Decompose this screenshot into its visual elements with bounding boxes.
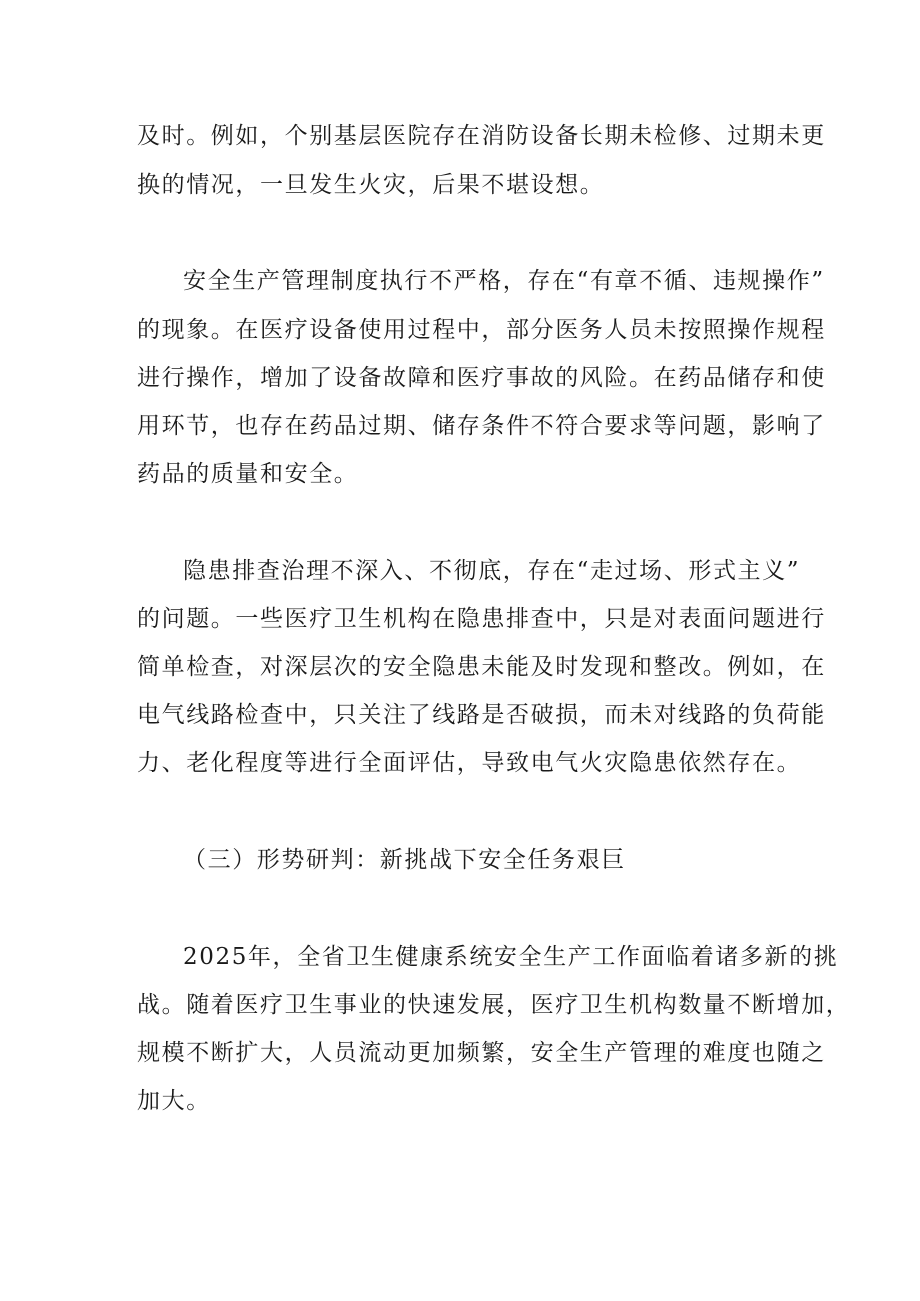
paragraph-3-line-5: 力、老化程度等进行全面评估，导致电气火灾隐患依然存在。 — [137, 750, 802, 776]
paragraph-3-line-3: 简单检查，对深层次的安全隐患未能及时发现和整改。例如，在 — [137, 654, 826, 680]
paragraph-4-line-4: 加大。 — [137, 1088, 211, 1114]
paragraph-2-line-2: 的现象。在医疗设备使用过程中，部分医务人员未按照操作规程 — [137, 317, 826, 343]
paragraph-3-line-2: 的问题。一些医疗卫生机构在隐患排查中，只是对表面问题进行 — [137, 606, 826, 632]
paragraph-2-line-3: 进行操作，增加了设备故障和医疗事故的风险。在药品储存和使 — [137, 365, 826, 391]
paragraph-3-line-4: 电气线路检查中，只关注了线路是否破损，而未对线路的负荷能 — [137, 702, 826, 728]
paragraph-2-line-5: 药品的质量和安全。 — [137, 461, 359, 487]
section-heading: （三）形势研判：新挑战下安全任务艰巨 — [183, 847, 626, 873]
paragraph-4-line-2: 战。随着医疗卫生事业的快速发展，医疗卫生机构数量不断增加， — [137, 992, 851, 1018]
paragraph-1-line-1: 及时。例如，个别基层医院存在消防设备长期未检修、过期未更 — [137, 123, 826, 149]
paragraph-4-line-1: 2025年，全省卫生健康系统安全生产工作面临着诸多新的挑 — [183, 944, 839, 970]
paragraph-2-line-4: 用环节，也存在药品过期、储存条件不符合要求等问题，影响了 — [137, 413, 826, 439]
paragraph-2-line-1: 安全生产管理制度执行不严格，存在“有章不循、违规操作” — [183, 268, 825, 294]
paragraph-1-line-2: 换的情况，一旦发生火灾，后果不堪设想。 — [137, 172, 605, 198]
paragraph-3-line-1: 隐患排查治理不深入、不彻底，存在“走过场、形式主义” — [183, 558, 801, 584]
paragraph-4-line-3: 规模不断扩大，人员流动更加频繁，安全生产管理的难度也随之 — [137, 1040, 826, 1066]
